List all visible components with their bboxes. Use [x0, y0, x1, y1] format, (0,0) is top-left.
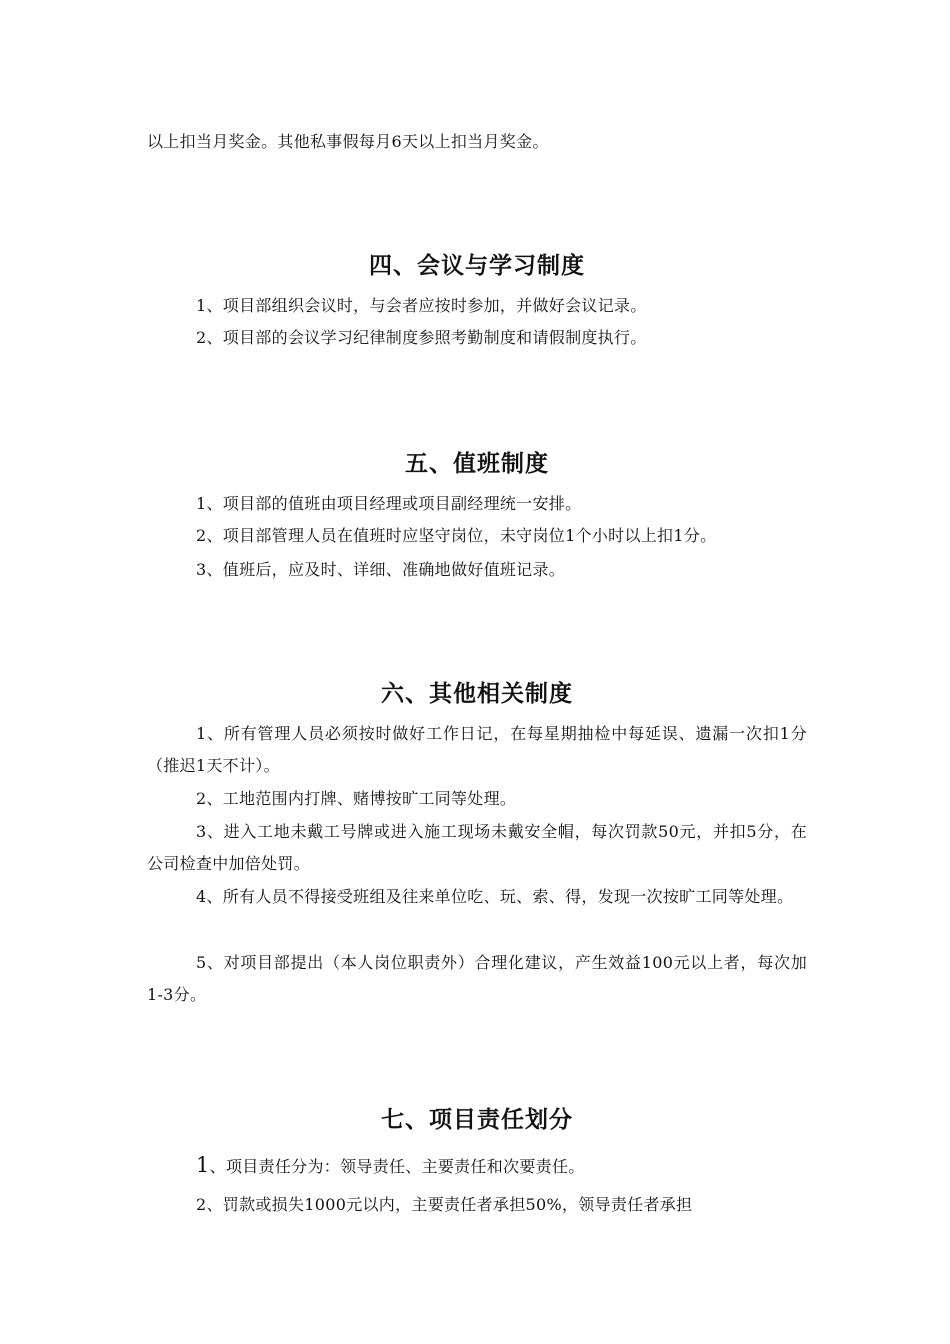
section-4-title: 四、会议与学习制度 [369, 253, 585, 279]
section-5-item-2: 2、项目部管理人员在值班时应坚守岗位，未守岗位1个小时以上扣1分。 [196, 526, 717, 545]
section-5-title: 五、值班制度 [405, 451, 549, 477]
section-6-title: 六、其他相关制度 [381, 681, 573, 707]
section-5-item-3: 3、值班后，应及时、详细、准确地做好值班记录。 [196, 560, 566, 579]
section-6-item-1: 1、所有管理人员必须按时做好工作日记，在每星期抽检中每延误、遗漏一次扣1分（推迟1天不计）。 [147, 724, 807, 775]
intro-text: 以上扣当月奖金。其他私事假每月6天以上扣当月奖金。 [147, 132, 549, 151]
section-4-item-2: 2、项目部的会议学习纪律制度参照考勤制度和请假制度执行。 [196, 328, 647, 347]
section-7-item-1-number: 1 [196, 1153, 210, 1177]
section-6-item-2: 2、工地范围内打牌、赌博按旷工同等处理。 [196, 789, 517, 808]
section-4-item-1: 1、项目部组织会议时，与会者应按时参加，并做好会议记录。 [196, 296, 647, 315]
section-6-item-4: 4、所有人员不得接受班组及往来单位吃、玩、索、得，发现一次按旷工同等处理。 [196, 887, 794, 906]
section-7-title: 七、项目责任划分 [381, 1107, 573, 1133]
section-7-item-1-text: 、项目责任分为：领导责任、主要责任和次要责任。 [209, 1157, 585, 1176]
section-7-item-1 [147, 1149, 807, 1183]
section-6-item-3: 3、进入工地未戴工号牌或进入施工现场未戴安全帽，每次罚款50元，并扣5分，在公司检查中加倍处罚。 [147, 822, 807, 873]
section-7-item-2: 2、罚款或损失1000元以内，主要责任者承担50%，领导责任者承担 [196, 1195, 693, 1214]
section-6-item-5: 5、对项目部提出（本人岗位职责外）合理化建议，产生效益100元以上者，每次加1-3分。 [147, 953, 807, 1004]
section-5-item-1: 1、项目部的值班由项目经理或项目副经理统一安排。 [196, 494, 582, 513]
